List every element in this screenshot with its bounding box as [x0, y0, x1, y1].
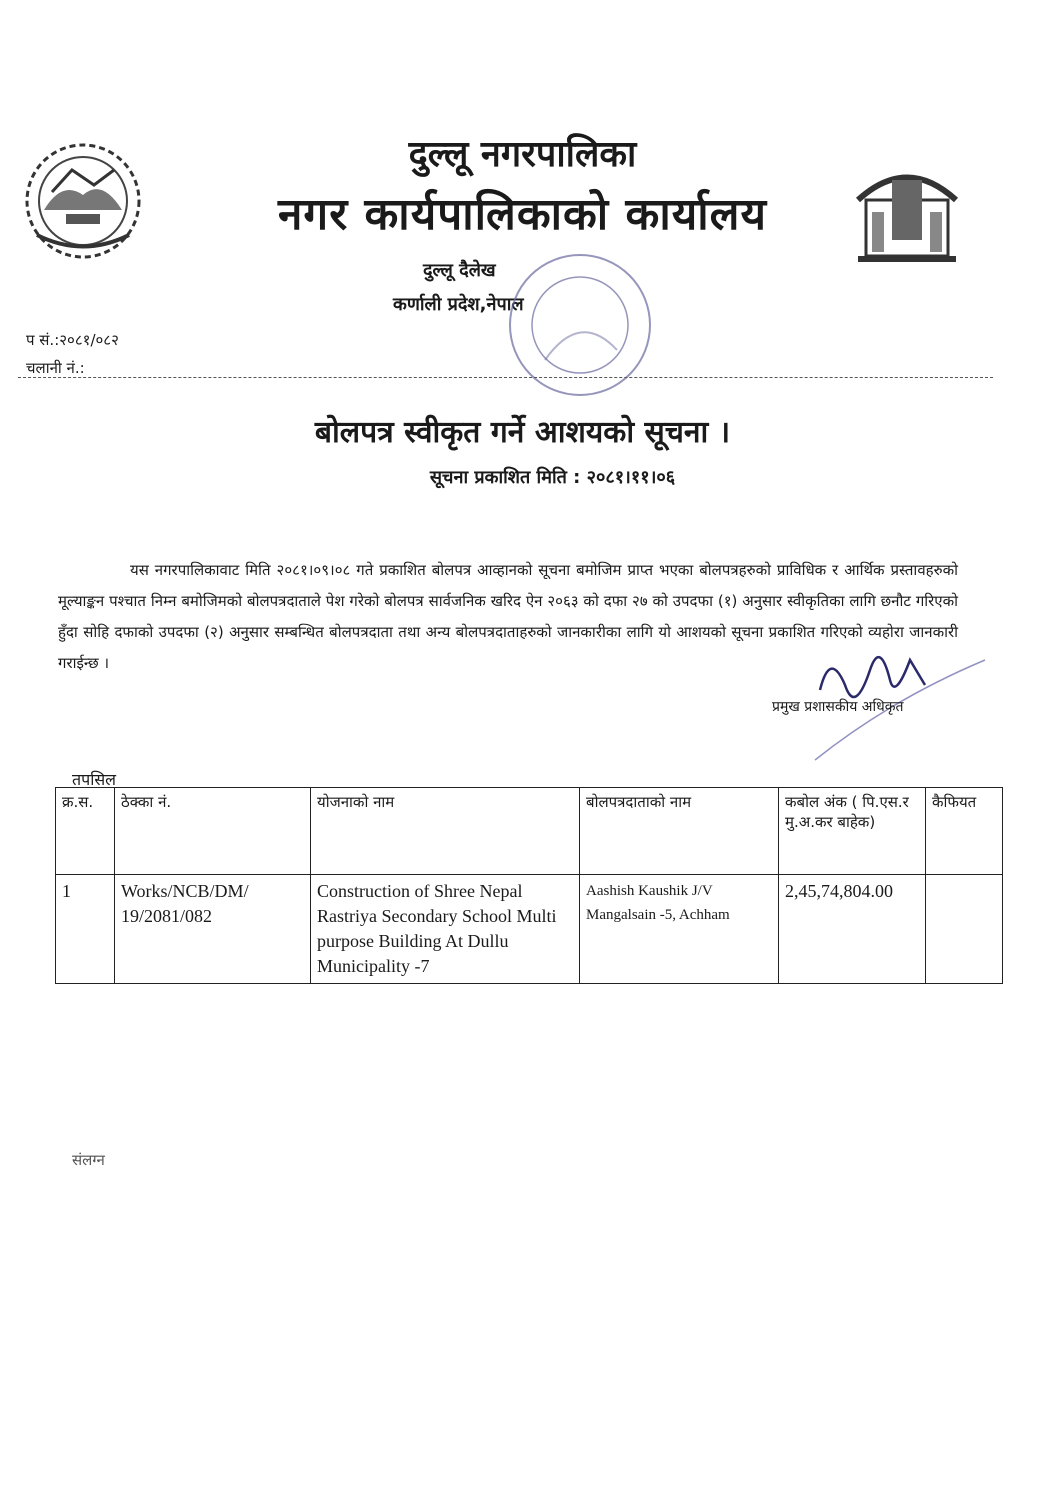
table-header-row	[56, 788, 1003, 875]
address-line-2: कर्णाली प्रदेश,नेपाल	[393, 294, 524, 315]
header-divider	[18, 377, 993, 378]
header-bidder-name: बोलपत्रदाताको नाम	[580, 788, 779, 875]
table-row	[56, 875, 1003, 984]
cell-remarks	[926, 875, 1003, 984]
municipality-name: दुल्लू नगरपालिका	[408, 134, 637, 175]
header-project-name: योजनाको नाम	[311, 788, 580, 875]
cell-bidder-name: Aashish Kaushik J/V Mangalsain -5, Achham	[580, 875, 779, 984]
header-sn: क्र.स.	[56, 788, 115, 875]
office-name: नगर कार्यपालिकाको कार्यालय	[278, 189, 767, 240]
header-bid-amount: कबोल अंक ( पि.एस.र मु.अ.कर बाहेक)	[779, 788, 926, 875]
cell-bid-amount: 2,45,74,804.00	[779, 875, 926, 984]
letter-number: प सं.:२०८१/०८२	[26, 331, 119, 349]
published-date: सूचना प्रकाशित मिति : २०८१।११।०६	[429, 467, 676, 488]
bid-table	[55, 787, 1003, 984]
header-remarks: कैफियत	[926, 788, 1003, 875]
table-caption: तपसिल	[72, 770, 117, 789]
address-line-1: दुल्लू दैलेख	[423, 260, 496, 281]
notice-body: यस नगरपालिकावाट मिति २०८१।०९।०८ गते प्रकाशित बोलपत्र आव्हानको सूचना बमोजिम प्राप्त भएका बोलपत्रहरुको प्राविधिक र आर्थिक प्रस्तावहरुको मूल्याङ्कन पश्चात निम्न बमोजिमको बोलपत्रदाताले पेश गरेको बोलपत्र सार्वजनिक खरिद ऐन २०६३ को दफा २७ को उपदफा (१) अनुसार स्वीकृतिका लागि छनौट गरिएको हुँदा सोहि दफाको उपदफा (२) अनुसार सम्बन्धित बोलपत्रदाता तथा अन्य बोलपत्रदाताहरुको जानकारीका लागि यो आशयको सूचना प्रकाशित गरिएको व्यहोरा जानकारी गराईन्छ ।	[58, 561, 958, 672]
attachment-note: संलग्न	[72, 1151, 105, 1169]
cell-project-name: Construction of Shree Nepal Rastriya Secondary School Multi purpose Building At Dullu Municipality -7	[311, 875, 580, 984]
notice-title: बोलपत्र स्वीकृत गर्ने आशयको सूचना ।	[314, 415, 731, 450]
cell-sn: 1	[56, 875, 115, 984]
dispatch-number: चलानी नं.:	[26, 359, 85, 377]
header-contract-no: ठेक्का नं.	[115, 788, 311, 875]
signatory-title: प्रमुख प्रशासकीय अधिकृत	[772, 699, 904, 715]
cell-contract-no: Works/NCB/DM/ 19/2081/082	[115, 875, 311, 984]
